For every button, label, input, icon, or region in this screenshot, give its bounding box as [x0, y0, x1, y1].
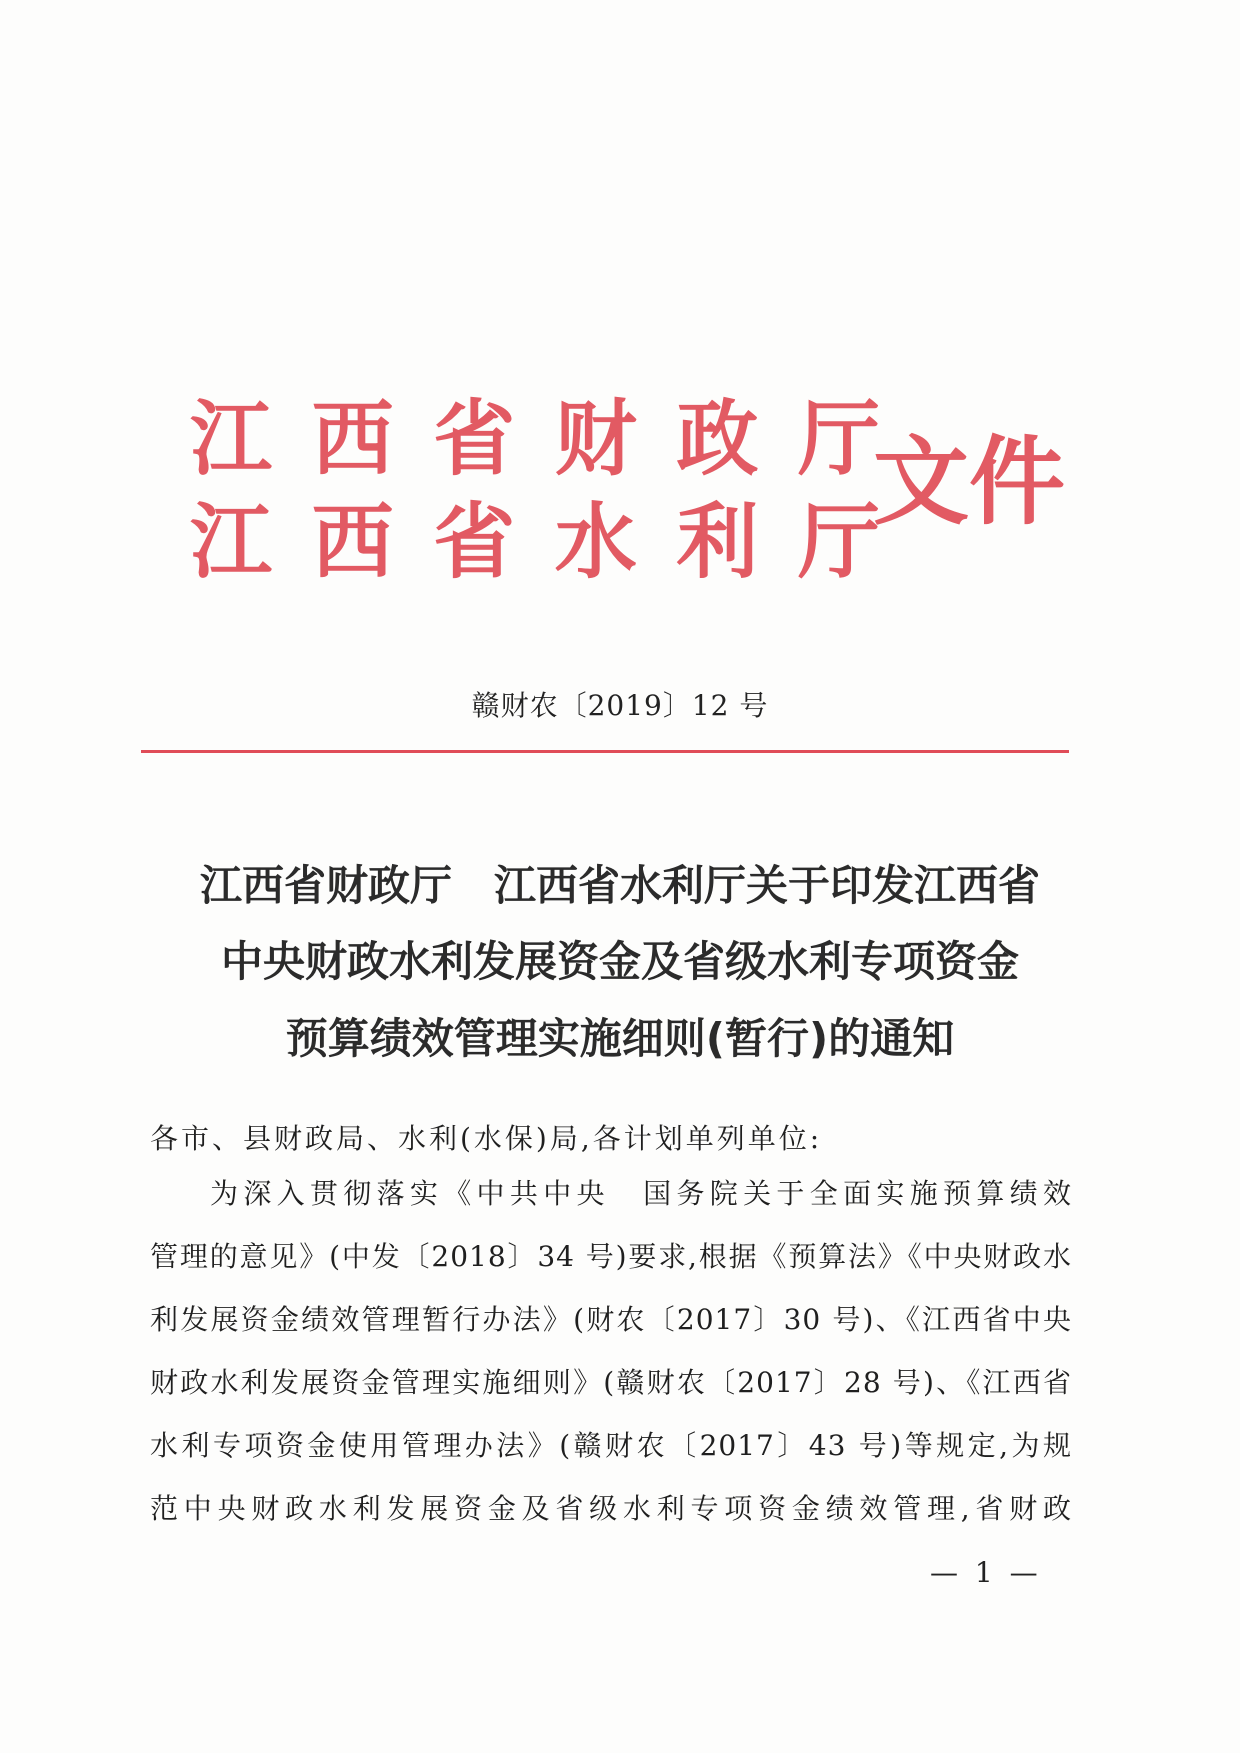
- issuer-char: 西: [311, 494, 394, 590]
- title-issuer-2: 江西省水利厅关于印发江西省: [494, 861, 1041, 910]
- issuer-char: 水: [554, 494, 637, 590]
- addressee: 各市、县财政局、水利(水保)局,各计划单列单位:: [150, 1122, 823, 1155]
- document-number: 赣财农〔2019〕12 号: [471, 689, 769, 722]
- issuer-char: 西: [311, 391, 394, 487]
- body-line: 管理的意见》(中发〔2018〕34 号)要求,根据《预算法》《中央财政水: [150, 1240, 1072, 1273]
- issuer-char: 厅: [797, 494, 880, 590]
- header-divider: [141, 750, 1069, 753]
- body-line: 财政水利发展资金管理实施细则》(赣财农〔2017〕28 号)、《江西省: [150, 1366, 1072, 1399]
- issuer-char: 财: [554, 391, 637, 487]
- document-type-label: 文件: [873, 426, 1065, 538]
- document-title-line-2: 中央财政水利发展资金及省级水利专项资金: [220, 937, 1019, 986]
- issuer-finance-dept: [190, 391, 880, 487]
- title-issuer-1: 江西省财政厅: [199, 861, 452, 910]
- issuer-char: 江: [190, 391, 273, 487]
- issuer-char: 厅: [797, 391, 880, 487]
- document-title-line-1: [0, 861, 1240, 910]
- issuer-char: 江: [190, 494, 273, 590]
- issuer-char: 利: [676, 494, 759, 590]
- issuer-char: 省: [433, 391, 516, 487]
- issuer-char: 政: [676, 391, 759, 487]
- body-line: 为深入贯彻落实《中共中央 国务院关于全面实施预算绩效: [210, 1177, 1072, 1210]
- page-number: — 1 —: [930, 1556, 1042, 1589]
- issuer-char: 省: [433, 494, 516, 590]
- issuer-water-dept: [190, 494, 880, 590]
- body-paragraph: [150, 1177, 1072, 1558]
- body-line: 范中央财政水利发展资金及省级水利专项资金绩效管理,省财政: [150, 1492, 1072, 1525]
- body-line: 利发展资金绩效管理暂行办法》(财农〔2017〕30 号)、《江西省中央: [150, 1303, 1072, 1336]
- issuing-authority-header: [190, 391, 1065, 598]
- document-title-line-3: 预算绩效管理实施细则(暂行)的通知: [285, 1014, 955, 1063]
- body-line: 水利专项资金使用管理办法》(赣财农〔2017〕43 号)等规定,为规: [150, 1429, 1072, 1462]
